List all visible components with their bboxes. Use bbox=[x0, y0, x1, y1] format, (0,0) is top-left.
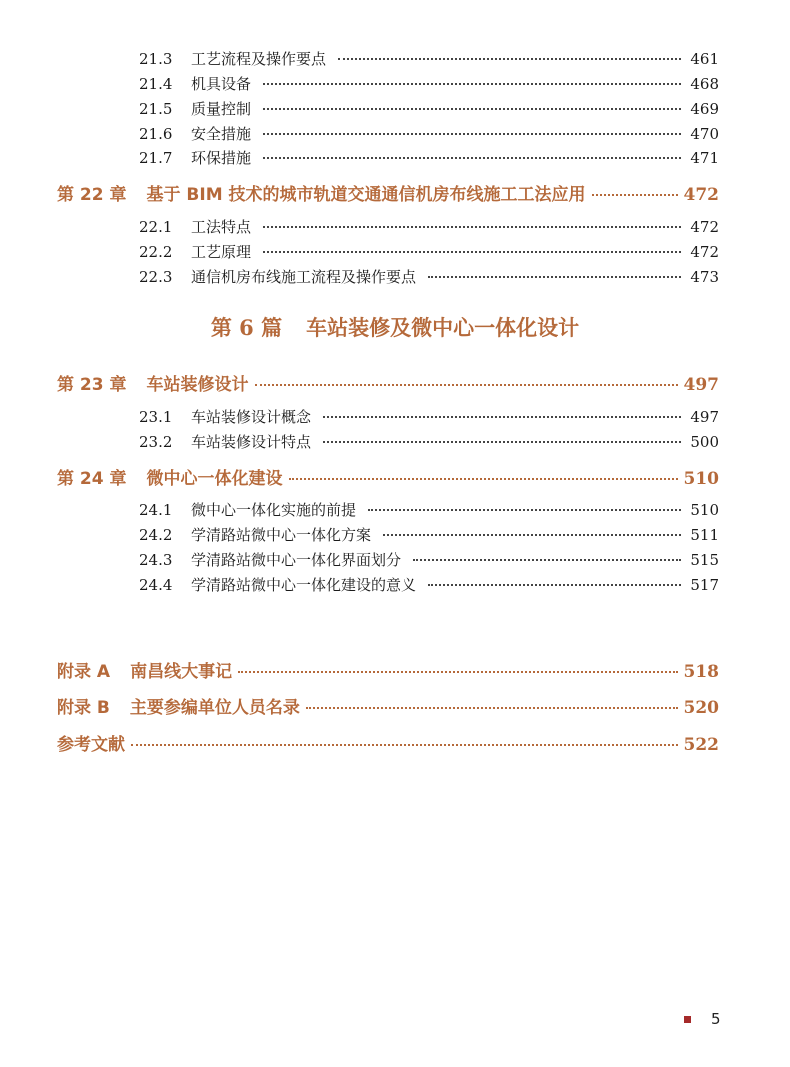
section-title: 质量控制 bbox=[191, 100, 252, 118]
toc-references[interactable] bbox=[57, 730, 719, 760]
toc-appendix-a[interactable] bbox=[57, 657, 719, 687]
toc-appendix-b[interactable] bbox=[57, 693, 719, 723]
dot-leader bbox=[323, 441, 681, 443]
section-title: 学清路站微中心一体化建设的意义 bbox=[191, 576, 417, 594]
toc-section-24-1[interactable] bbox=[139, 499, 719, 523]
chapter-number: 第 24 章 bbox=[57, 469, 127, 489]
toc-section-23-2[interactable] bbox=[139, 431, 719, 455]
section-page: 500 bbox=[690, 433, 719, 451]
dot-leader bbox=[263, 83, 681, 85]
appendix-page: 518 bbox=[683, 662, 719, 682]
toc-section-21-4[interactable] bbox=[139, 73, 719, 97]
toc-section-21-7[interactable] bbox=[139, 147, 719, 171]
section-page: 511 bbox=[690, 526, 719, 544]
references-title: 参考文献 bbox=[57, 735, 125, 755]
dot-leader bbox=[592, 194, 678, 196]
toc-chapter-22[interactable] bbox=[57, 180, 719, 210]
section-page: 472 bbox=[690, 218, 719, 236]
appendix-title: 南昌线大事记 bbox=[130, 662, 233, 682]
dot-leader bbox=[263, 108, 681, 110]
page-footer bbox=[684, 1010, 721, 1028]
section-title: 车站装修设计特点 bbox=[191, 433, 312, 451]
chapter-number: 第 22 章 bbox=[57, 185, 127, 205]
section-title: 环保措施 bbox=[191, 149, 252, 167]
section-number: 24.3 bbox=[139, 551, 173, 569]
toc-chapter-24[interactable] bbox=[57, 464, 719, 494]
section-title: 工艺原理 bbox=[191, 243, 252, 261]
section-number: 23.2 bbox=[139, 433, 173, 451]
chapter-title: 微中心一体化建设 bbox=[146, 469, 283, 489]
page-number: 5 bbox=[711, 1010, 721, 1028]
section-page: 517 bbox=[690, 576, 719, 594]
dot-leader bbox=[338, 58, 681, 60]
section-title: 学清路站微中心一体化方案 bbox=[191, 526, 372, 544]
appendix-number: 附录 A bbox=[57, 662, 111, 682]
section-number: 22.2 bbox=[139, 243, 173, 261]
section-page: 461 bbox=[690, 50, 719, 68]
section-number: 21.5 bbox=[139, 100, 173, 118]
dot-leader bbox=[263, 226, 681, 228]
section-number: 22.3 bbox=[139, 268, 173, 286]
section-number: 23.1 bbox=[139, 408, 173, 426]
section-number: 21.6 bbox=[139, 125, 173, 143]
dot-leader bbox=[323, 416, 681, 418]
chapter-page: 510 bbox=[683, 469, 719, 489]
toc-section-22-3[interactable] bbox=[139, 266, 719, 290]
section-number: 24.4 bbox=[139, 576, 173, 594]
section-title: 通信机房布线施工流程及操作要点 bbox=[191, 268, 417, 286]
footer-marker-icon bbox=[684, 1016, 691, 1023]
toc-section-21-6[interactable] bbox=[139, 123, 719, 147]
section-page: 470 bbox=[690, 125, 719, 143]
section-page: 471 bbox=[690, 149, 719, 167]
section-page: 497 bbox=[690, 408, 719, 426]
dot-leader bbox=[255, 384, 678, 386]
toc-section-21-3[interactable] bbox=[139, 48, 719, 72]
section-page: 473 bbox=[690, 268, 719, 286]
dot-leader bbox=[306, 707, 678, 709]
toc-section-22-2[interactable] bbox=[139, 241, 719, 265]
section-number: 21.4 bbox=[139, 75, 173, 93]
dot-leader bbox=[368, 509, 681, 511]
toc-section-24-2[interactable] bbox=[139, 524, 719, 548]
section-page: 469 bbox=[690, 100, 719, 118]
toc-section-22-1[interactable] bbox=[139, 216, 719, 240]
section-title: 工艺流程及操作要点 bbox=[191, 50, 327, 68]
chapter-page: 472 bbox=[683, 185, 719, 205]
part-heading bbox=[0, 312, 790, 342]
dot-leader bbox=[413, 559, 681, 561]
section-number: 21.3 bbox=[139, 50, 173, 68]
appendix-page: 520 bbox=[683, 698, 719, 718]
toc-section-21-5[interactable] bbox=[139, 98, 719, 122]
section-title: 机具设备 bbox=[191, 75, 252, 93]
appendix-number: 附录 B bbox=[57, 698, 110, 718]
chapter-number: 第 23 章 bbox=[57, 375, 127, 395]
part-title: 车站装修及微中心一体化设计 bbox=[306, 315, 580, 340]
toc-section-24-4[interactable] bbox=[139, 574, 719, 598]
dot-leader bbox=[263, 251, 681, 253]
section-title: 微中心一体化实施的前提 bbox=[191, 501, 357, 519]
dot-leader bbox=[383, 534, 681, 536]
dot-leader bbox=[263, 157, 681, 159]
dot-leader bbox=[289, 478, 678, 480]
dot-leader bbox=[131, 744, 678, 746]
section-page: 515 bbox=[690, 551, 719, 569]
dot-leader bbox=[263, 133, 681, 135]
section-number: 21.7 bbox=[139, 149, 173, 167]
chapter-title: 车站装修设计 bbox=[146, 375, 249, 395]
section-number: 24.1 bbox=[139, 501, 173, 519]
section-title: 安全措施 bbox=[191, 125, 252, 143]
dot-leader bbox=[238, 671, 677, 673]
section-page: 468 bbox=[690, 75, 719, 93]
section-title: 工法特点 bbox=[191, 218, 252, 236]
section-title: 车站装修设计概念 bbox=[191, 408, 312, 426]
appendix-title: 主要参编单位人员名录 bbox=[129, 698, 300, 718]
chapter-title: 基于 BIM 技术的城市轨道交通通信机房布线施工工法应用 bbox=[146, 185, 586, 205]
toc-section-24-3[interactable] bbox=[139, 549, 719, 573]
section-number: 24.2 bbox=[139, 526, 173, 544]
dot-leader bbox=[428, 276, 681, 278]
section-page: 472 bbox=[690, 243, 719, 261]
toc-section-23-1[interactable] bbox=[139, 406, 719, 430]
section-number: 22.1 bbox=[139, 218, 173, 236]
section-title: 学清路站微中心一体化界面划分 bbox=[191, 551, 402, 569]
dot-leader bbox=[428, 584, 681, 586]
toc-chapter-23[interactable] bbox=[57, 370, 719, 400]
chapter-page: 497 bbox=[683, 375, 719, 395]
references-page: 522 bbox=[683, 735, 719, 755]
section-page: 510 bbox=[690, 501, 719, 519]
part-number: 第 6 篇 bbox=[210, 315, 283, 340]
